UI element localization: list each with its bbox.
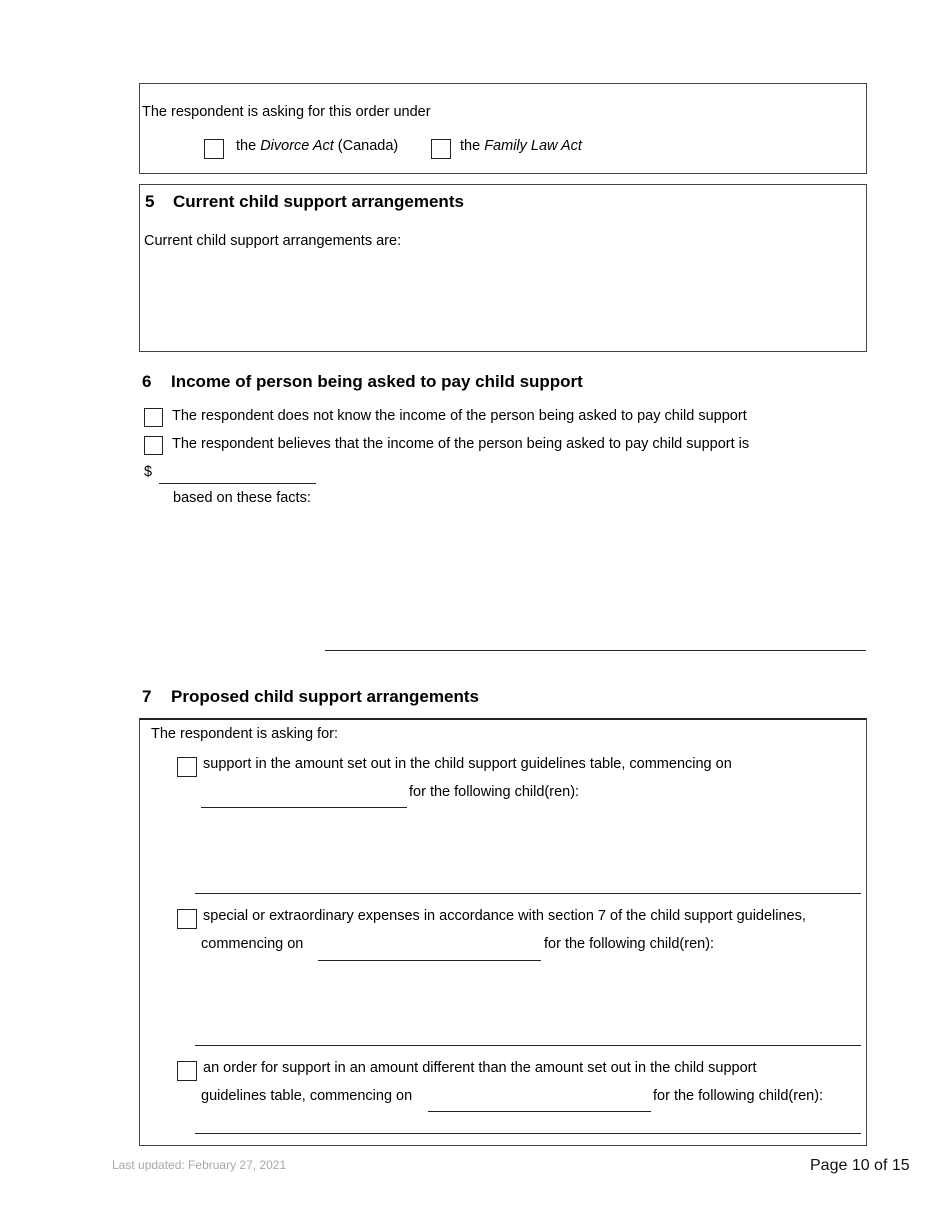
order-basis-box [139,83,867,174]
section7-number: 7 [142,687,152,706]
guidelines-support-date-field[interactable] [201,807,407,808]
income-unknown-checkbox[interactable] [144,408,163,427]
family-law-act-checkbox[interactable] [431,139,451,159]
last-updated: Last updated: February 27, 2021 [112,1158,287,1172]
guidelines-support-label: support in the amount set out in the child support guidelines table, commencing on [203,756,732,772]
divorce-act-label: the Divorce Act (Canada) [236,138,399,154]
special-expenses-date-field[interactable] [318,960,541,961]
special-expenses-commencing-label: commencing on [201,936,304,952]
different-amount-label: an order for support in an amount different than the amount set out in the child support [203,1060,757,1076]
order-basis-prompt: The respondent is asking for this order under [142,104,431,120]
section7-prompt: The respondent is asking for: [151,726,338,742]
different-amount-checkbox[interactable] [177,1061,197,1081]
section7-title: Proposed child support arrangements [171,687,479,706]
special-expenses-checkbox[interactable] [177,909,197,929]
section5-title: Current child support arrangements [173,192,464,211]
section6-title: Income of person being asked to pay child support [171,372,583,391]
guidelines-support-children-label: for the following child(ren): [409,784,580,800]
different-amount-children-label: for the following child(ren): [653,1088,824,1104]
special-expenses-children-field[interactable] [195,964,861,1042]
family-law-act-label: the Family Law Act [460,138,582,154]
different-amount-commencing-label: guidelines table, commencing on [201,1088,413,1104]
different-amount-children-underline[interactable] [195,1133,861,1134]
facts-underline [325,650,866,651]
section6-number: 6 [142,372,152,391]
guidelines-support-children-field[interactable] [195,812,861,890]
income-unknown-label: The respondent does not know the income of the person being asked to pay child support [172,408,747,424]
special-expenses-children-underline [195,1045,861,1046]
income-amount-field[interactable] [159,483,316,484]
divorce-act-checkbox[interactable] [204,139,224,159]
section7-box [139,718,867,1146]
guidelines-support-children-underline [195,893,861,894]
section5-prompt: Current child support arrangements are: [144,233,402,249]
page-number: Page 10 of 15 [810,1157,910,1174]
facts-field[interactable] [172,512,866,647]
income-believed-label: The respondent believes that the income of the person being asked to pay child support is [172,436,750,452]
section5-number: 5 [145,192,155,211]
special-expenses-label: special or extraordinary expenses in accordance with section 7 of the child support guidelines, [203,908,806,924]
currency-symbol: $ [144,464,153,480]
current-arrangements-field[interactable] [142,256,862,348]
facts-label: based on these facts: [173,490,311,506]
special-expenses-children-label: for the following child(ren): [544,936,715,952]
different-amount-date-field[interactable] [428,1111,651,1112]
income-believed-checkbox[interactable] [144,436,163,455]
guidelines-support-checkbox[interactable] [177,757,197,777]
